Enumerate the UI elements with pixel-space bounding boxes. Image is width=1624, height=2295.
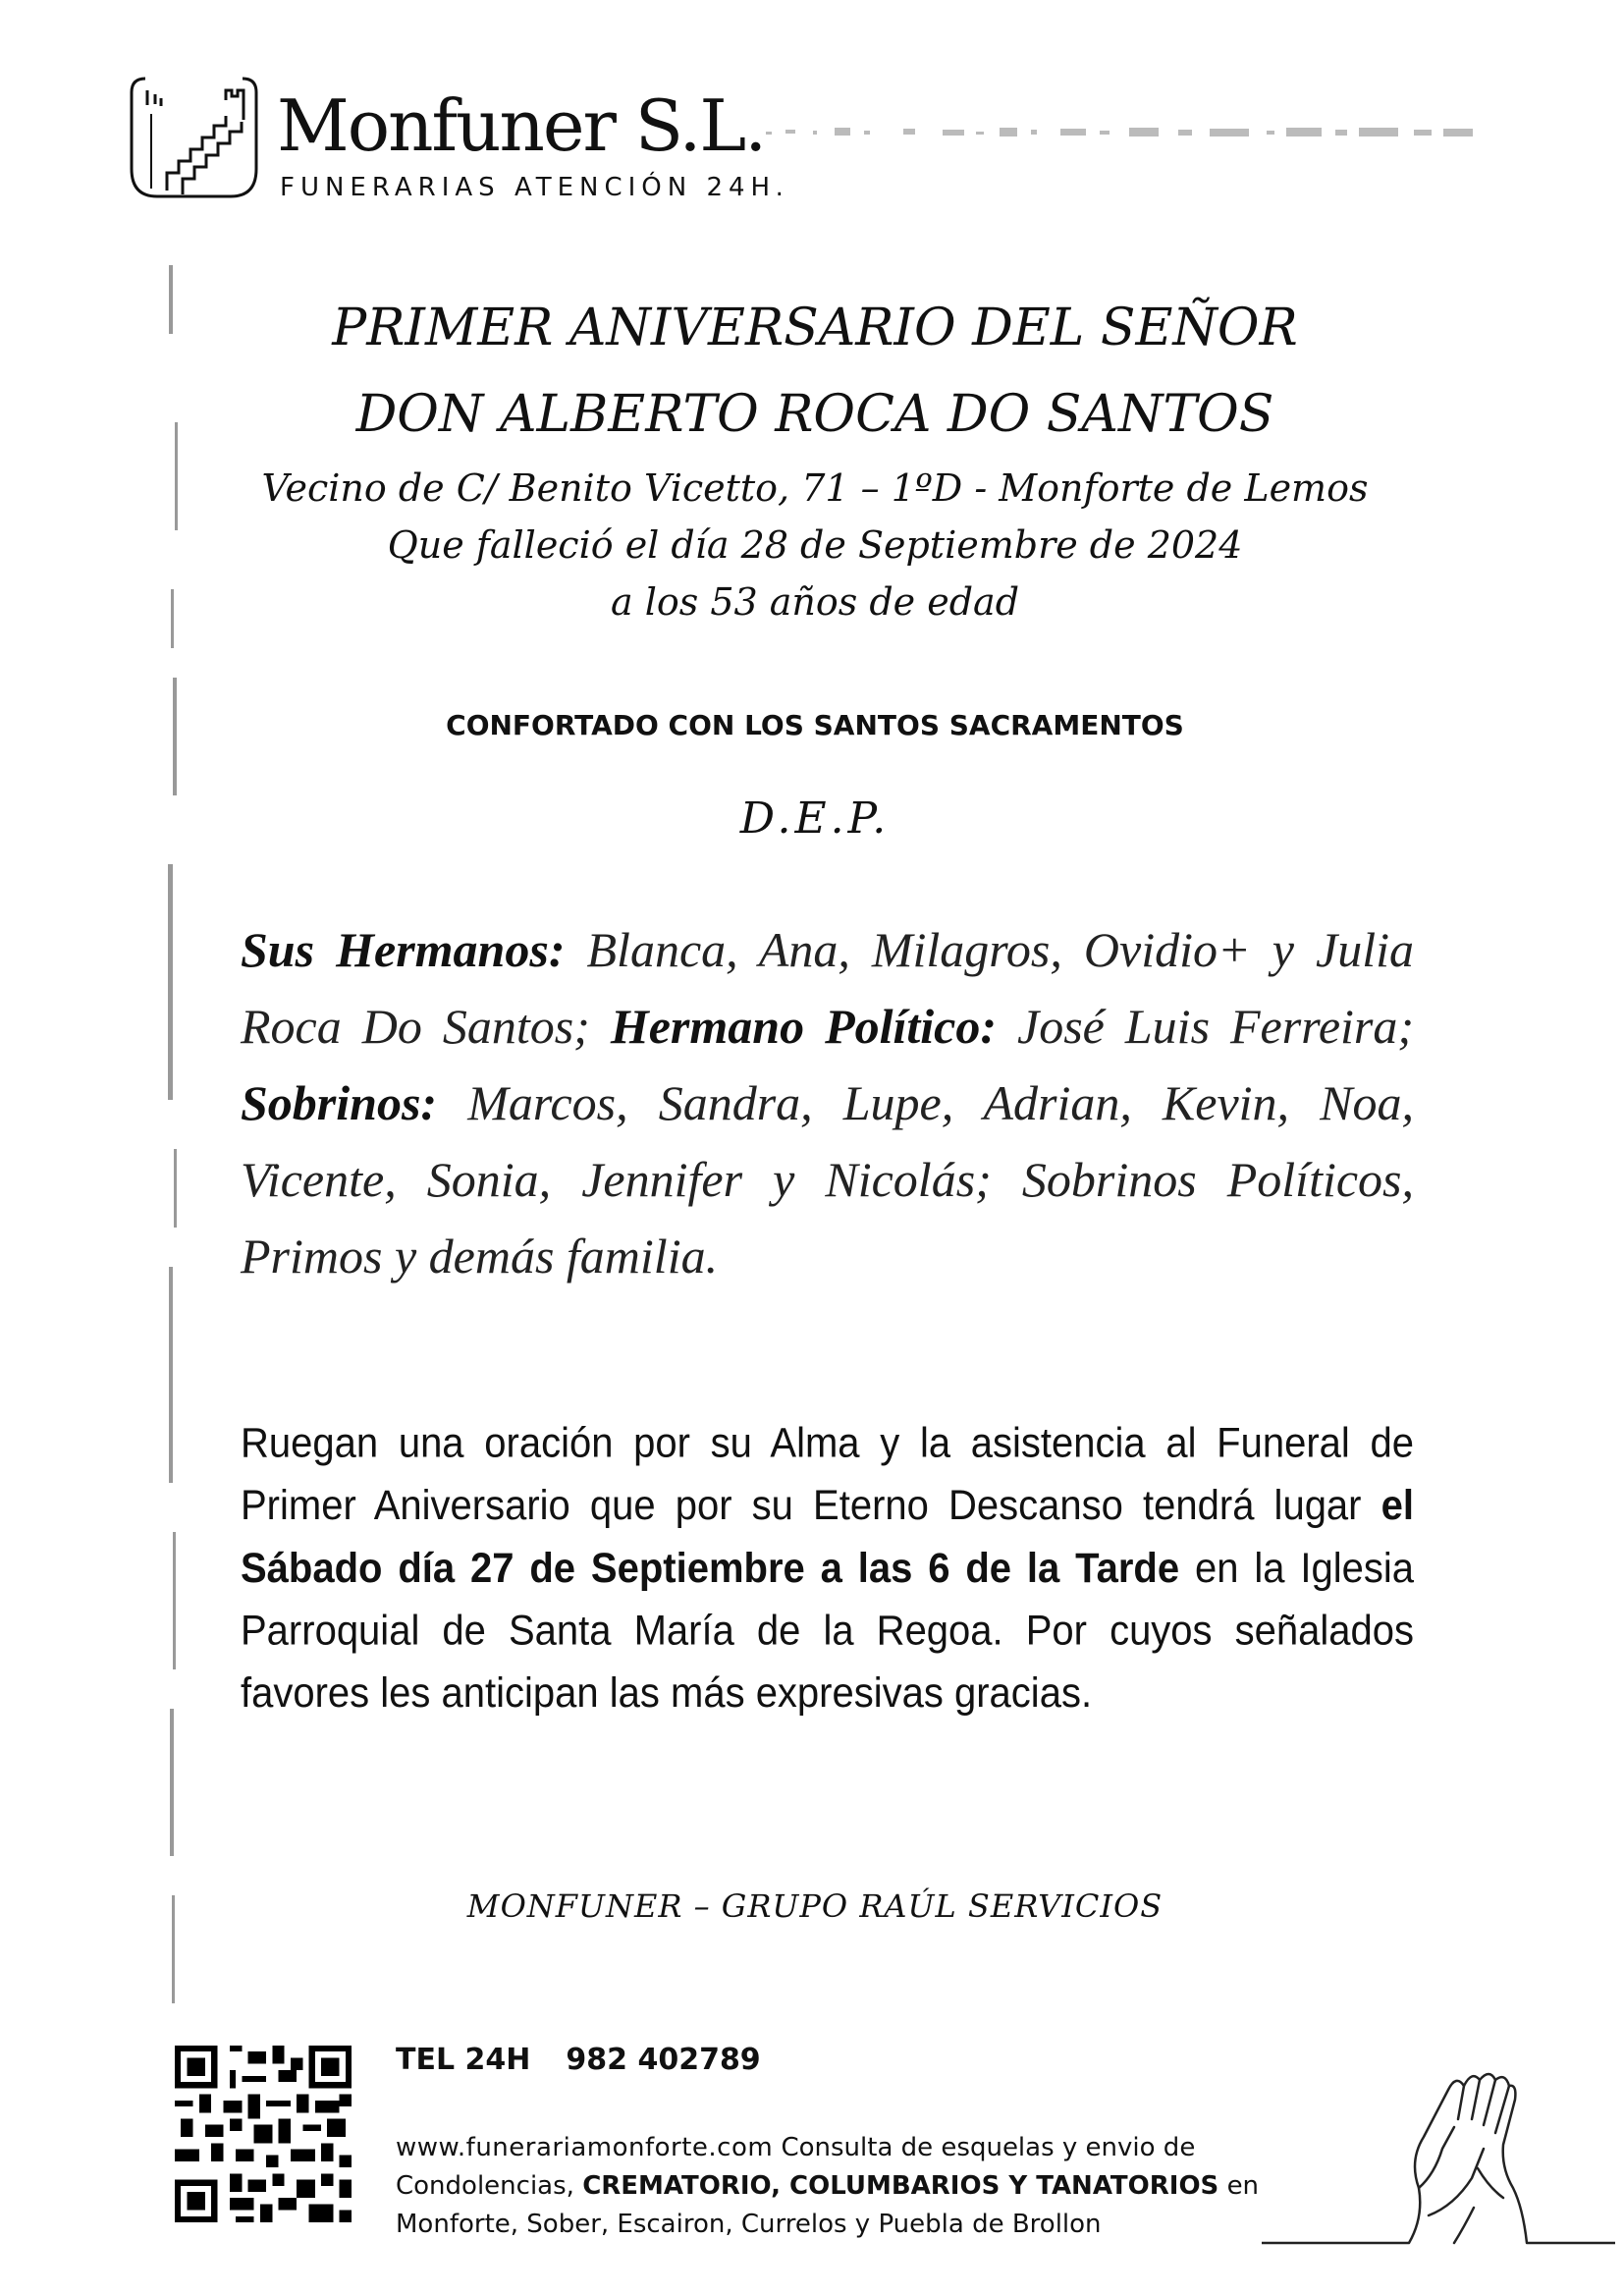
brand-tagline: FUNERARIAS ATENCIÓN 24H. <box>280 173 789 202</box>
qr-code-icon <box>175 2046 352 2222</box>
age-line: a los 53 años de edad <box>610 580 1020 624</box>
tel-label: TEL 24H <box>396 2043 531 2077</box>
prayer-paragraph <box>241 1412 1414 1724</box>
title-line-1: PRIMER ANIVERSARIO DEL SEÑOR <box>332 299 1298 357</box>
notice-title <box>226 285 1404 458</box>
signature-line: MONFUNER – GRUPO RAÚL SERVICIOS <box>466 1887 1164 1925</box>
scan-edge-decoration <box>165 265 187 2013</box>
rip-line: D.E.P. <box>739 793 891 844</box>
prayer-text-before: Ruegan una oración por su Alma y la asistencia al Funeral de Primer Aniversario que por su Eterno Descanso tendrá lugar <box>241 1420 1414 1529</box>
title-line-2: DON ALBERTO ROCA DO SANTOS <box>355 385 1274 444</box>
footer-info-text-2: en Monforte, Sober, Escairon, Currelos y Puebla de Brollon <box>396 2171 1260 2239</box>
nephews-names: Marcos, Sandra, Lupe, Adrian, Kevin, Noa, Vicente, Sonia, Jennifer y Nicolás; Sobrinos Políticos, Primos y demás familia. <box>241 1075 1415 1284</box>
address-line: Vecino de C/ Benito Vicetto, 71 – 1ºD - Monforte de Lemos <box>261 466 1369 510</box>
prayer-text-after: en la Iglesia Parroquial de Santa María de la Regoa. Por cuyos señalados favores les anticipan las más expresivas gracias. <box>241 1545 1414 1717</box>
brother-in-law-name: José Luis Ferreira; <box>1017 999 1415 1054</box>
scan-noise-decoration <box>766 124 1492 141</box>
monfuner-logo-icon <box>128 71 260 203</box>
website-link[interactable]: www.funerariamonforte.com <box>396 2133 774 2162</box>
siblings-label: Sus Hermanos: <box>241 922 566 977</box>
footer-info-text-1: Consulta de esquelas y envio de Condolencias, <box>396 2133 1196 2201</box>
nephews-label: Sobrinos: <box>241 1075 438 1130</box>
family-paragraph <box>241 911 1414 1294</box>
comforted-line: CONFORTADO CON LOS SANTOS SACRAMENTOS <box>446 709 1184 741</box>
siblings-names: Blanca, Ana, Milagros, Ovidio+ y Julia Roca Do Santos; <box>241 922 1414 1054</box>
notice-details <box>226 460 1404 630</box>
footer-info <box>396 2129 1378 2244</box>
brand-name: Monfuner S.L. <box>277 84 766 167</box>
tel-number[interactable]: 982 402789 <box>566 2043 761 2077</box>
footer-services: CREMATORIO, COLUMBARIOS Y TANATORIOS <box>582 2171 1219 2201</box>
brother-in-law-label: Hermano Político: <box>610 999 998 1054</box>
praying-hands-icon <box>1262 2050 1615 2257</box>
telephone-line <box>396 2043 761 2077</box>
death-date-line: Que falleció el día 28 de Septiembre de 2024 <box>387 523 1243 567</box>
funeral-date-time: el Sábado día 27 de Septiembre a las 6 de la Tarde <box>241 1483 1414 1592</box>
